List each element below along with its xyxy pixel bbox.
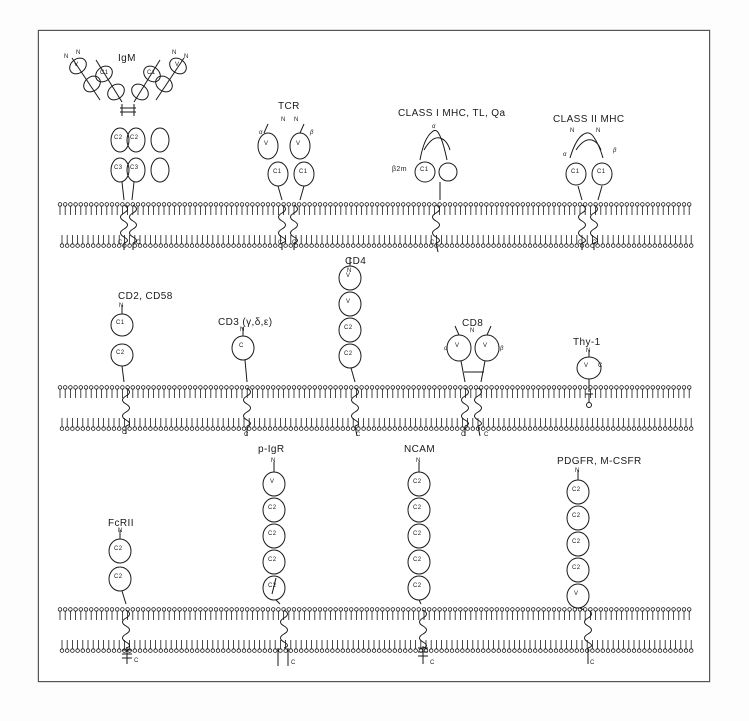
label-igm-n1: N	[64, 54, 69, 60]
label-cd8-beta: β	[500, 346, 504, 352]
label-igm: IgM	[118, 53, 136, 64]
label-cd4-c-term: C	[356, 432, 361, 438]
molecule-class-i-mhc	[415, 130, 457, 252]
label-ncam-c2d: C2	[413, 557, 422, 563]
label-igm-c1a: C1	[100, 70, 109, 76]
molecule-pigr	[263, 462, 288, 666]
label-cd8-v1: V	[455, 343, 460, 349]
label-class-ii-n1: N	[570, 128, 575, 134]
label-pigr-v: V	[270, 479, 275, 485]
label-igm-c-term-1: C	[118, 240, 123, 246]
label-class-ii-c1a: C1	[571, 169, 580, 175]
label-cd3-c-term: C	[244, 432, 249, 438]
label-tcr-c1: C1	[273, 169, 282, 175]
label-ncam-c2e: C2	[413, 583, 422, 589]
label-tcr-v2: V	[296, 141, 301, 147]
label-thy1-n: N	[586, 348, 591, 354]
label-tcr-alpha: α	[259, 130, 263, 136]
label-pigr-c2b: C2	[268, 531, 277, 537]
label-pigr-n: N	[271, 458, 276, 464]
label-igm-c2b: C2	[130, 135, 139, 141]
label-pigr-c-term: C	[291, 660, 296, 666]
label-cd8-alpha: α	[444, 346, 448, 352]
label-class-ii-c1b: C1	[597, 169, 606, 175]
label-pdgfr-c2c: C2	[572, 539, 581, 545]
label-class-ii-alpha: α	[563, 152, 567, 158]
label-thy1: Thy-1	[573, 337, 601, 348]
label-cd2-c2: C2	[116, 350, 125, 356]
label-cd8-c-term-1: C	[461, 432, 466, 438]
label-pdgfr-c2b: C2	[572, 513, 581, 519]
label-class-ii-mhc: CLASS II MHC	[553, 114, 625, 125]
label-ncam-c2b: C2	[413, 505, 422, 511]
molecule-cd4	[339, 258, 361, 436]
label-ncam: NCAM	[404, 444, 436, 455]
label-thy1-c-term: C	[598, 363, 603, 369]
label-beta2m: β2m	[392, 166, 407, 173]
label-tcr-beta: β	[310, 130, 314, 136]
label-cd3-c: C	[239, 343, 244, 349]
label-pdgfr-v: V	[574, 591, 579, 597]
label-cd4-n: N	[347, 268, 352, 274]
label-igm-c1b: C1	[147, 70, 156, 76]
label-class-i-c-term: C	[430, 240, 435, 246]
label-ncam-c2a: C2	[413, 479, 422, 485]
label-cd4-v2: V	[346, 299, 351, 305]
label-fcrii-c-term: C	[134, 658, 139, 664]
molecule-ncam	[408, 462, 430, 664]
label-fcrii-c2a: C2	[114, 546, 123, 552]
molecule-class-ii-mhc	[566, 133, 612, 250]
label-tcr-v1: V	[264, 141, 269, 147]
label-cd4-v1: V	[346, 273, 351, 279]
label-ncam-c2c: C2	[413, 531, 422, 537]
label-pdgfr-c-term: C	[590, 660, 595, 666]
label-class-ii-beta: β	[613, 148, 617, 154]
label-igm-n4: N	[184, 54, 189, 60]
label-fcrii: FcRII	[108, 518, 134, 529]
label-cd4: CD4	[345, 256, 367, 267]
label-fcrii-n: N	[118, 528, 123, 534]
label-pigr-c2a: C2	[268, 505, 277, 511]
label-cd8-c-term-2: C	[484, 432, 489, 438]
label-pigr-c2c: C2	[268, 557, 277, 563]
molecule-thy1	[577, 350, 601, 408]
molecule-igm	[67, 55, 190, 250]
label-cd8: CD8	[462, 318, 484, 329]
label-ncam-n: N	[416, 458, 421, 464]
membrane-bottom	[58, 608, 693, 653]
label-igm-c3a: C3	[114, 165, 123, 171]
label-tcr-n2: N	[294, 117, 299, 123]
label-cd3-n: N	[240, 327, 245, 333]
label-pdgfr-c2d: C2	[572, 565, 581, 571]
label-class-i-alpha: α	[432, 124, 436, 130]
label-class-i-c1: C1	[420, 167, 429, 173]
label-cd8-v2: V	[483, 343, 488, 349]
label-tcr: TCR	[278, 101, 300, 112]
label-cd8-n: N	[470, 328, 475, 334]
label-pdgfr-mcsfr: PDGFR, M-CSFR	[557, 456, 642, 467]
label-fcrii-c2b: C2	[114, 574, 123, 580]
label-pdgfr-c2a: C2	[572, 487, 581, 493]
label-cd2-c-term: C	[122, 430, 127, 436]
label-class-ii-c-term-2: C	[592, 240, 597, 246]
label-pigr-c2d: C2	[268, 583, 277, 589]
label-igm-c2a: C2	[114, 135, 123, 141]
label-cd4-c2a: C2	[344, 325, 353, 331]
label-cd4-c2b: C2	[344, 351, 353, 357]
label-cd2-c1: C1	[116, 320, 125, 326]
label-ncam-c-term: C	[430, 660, 435, 666]
label-tcr-c-term-2: C	[292, 240, 297, 246]
label-cd2-n: N	[119, 303, 124, 309]
label-class-i-mhc: CLASS I MHC, TL, Qa	[398, 108, 506, 119]
label-pigr: p-IgR	[258, 444, 285, 455]
label-igm-n3: N	[172, 50, 177, 56]
label-class-ii-n2: N	[596, 128, 601, 134]
label-tcr-c2: C1	[299, 169, 308, 175]
label-class-ii-c-term-1: C	[578, 240, 583, 246]
label-cd2-cd58: CD2, CD58	[118, 291, 173, 302]
label-igm-n2: N	[76, 50, 81, 56]
label-igm-v2: V	[175, 62, 180, 68]
label-pdgfr-n: N	[575, 468, 580, 474]
label-igm-c-term-2: C	[136, 240, 141, 246]
label-cd3: CD3 (γ,δ,ε)	[218, 317, 273, 328]
label-igm-c3b: C3	[130, 165, 139, 171]
membrane-middle	[58, 386, 693, 431]
label-igm-v1: V	[74, 62, 79, 68]
label-tcr-c-term-1: C	[278, 240, 283, 246]
label-tcr-n1: N	[281, 117, 286, 123]
label-thy1-v: V	[584, 363, 589, 369]
